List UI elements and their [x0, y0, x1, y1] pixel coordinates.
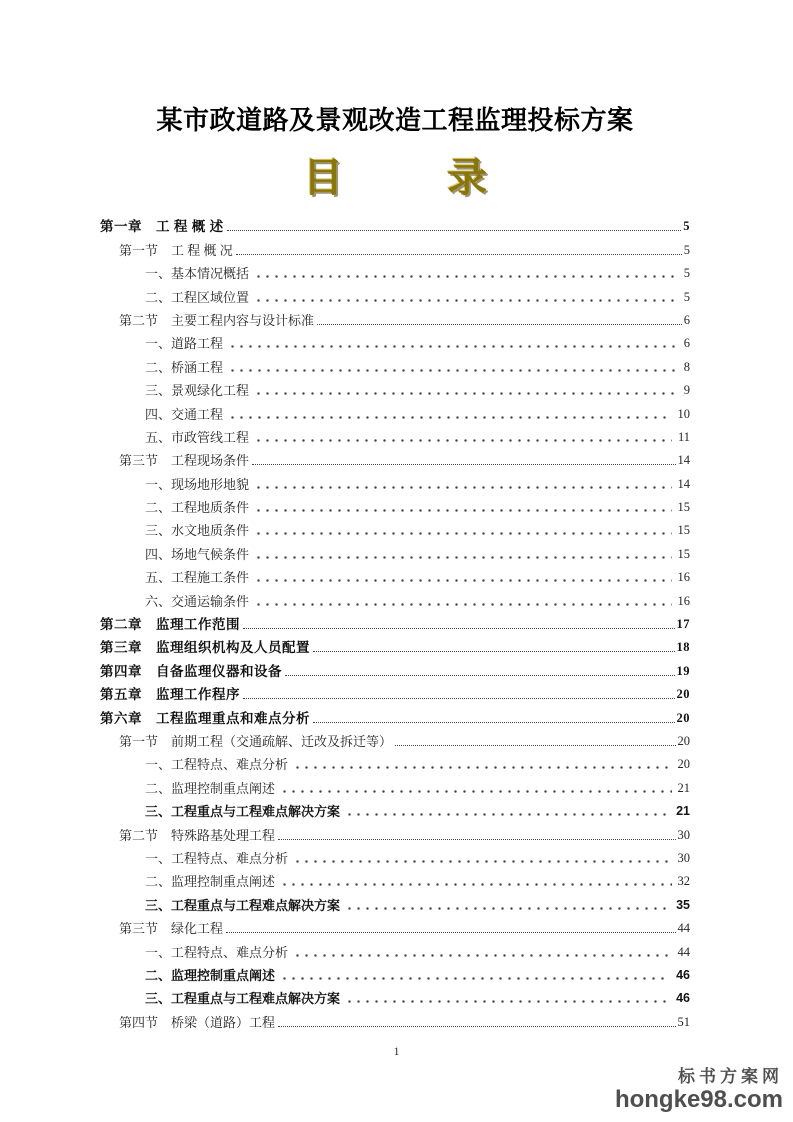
toc-entry-text: 一、工程特点、难点分析	[145, 850, 289, 866]
toc-entry	[100, 376, 690, 399]
toc-entry-text: 六、交通运输条件	[145, 593, 250, 609]
toc-entry	[100, 446, 690, 469]
toc-dot-leader	[228, 344, 678, 349]
toc-page-number: 9	[683, 383, 690, 398]
toc-page-number: 5	[683, 219, 690, 234]
toc-entry-text: 三、工程重点与工程难点解决方案	[145, 804, 341, 820]
toc-entry	[100, 235, 690, 258]
toc-dot-leader	[254, 602, 671, 607]
toc-entry	[100, 890, 690, 913]
watermark-site-url: hongke98.com	[614, 1086, 783, 1113]
toc-entry-text: 第四章 自备监理仪器和设备	[100, 663, 282, 679]
toc-entry-text: 一、道路工程	[145, 336, 224, 352]
toc-page-number: 21	[677, 780, 690, 795]
toc-dot-leader	[243, 628, 675, 629]
toc-page-number: 15	[677, 523, 690, 538]
toc-dot-leader	[228, 368, 678, 373]
toc-dot-leader	[345, 906, 670, 911]
toc-entry-text: 四、交通工程	[145, 406, 224, 422]
toc-entry-text: 第五章 监理工作程序	[100, 687, 240, 703]
toc-dot-leader	[285, 675, 675, 676]
toc-page-number: 14	[677, 453, 690, 468]
toc-page-number: 5	[683, 242, 690, 257]
toc-dot-leader	[254, 508, 671, 513]
toc-dot-leader	[243, 698, 675, 699]
toc-entry	[100, 914, 690, 937]
toc-dot-leader	[280, 976, 670, 981]
toc-entry-text: 二、监理控制重点阐述	[145, 967, 276, 983]
toc-page-number: 15	[677, 500, 690, 515]
toc-entry	[100, 586, 690, 609]
toc-heading-char-left: 目	[303, 156, 343, 200]
toc-page-number: 44	[677, 944, 690, 959]
toc-entry	[100, 423, 690, 446]
toc-page-number: 5	[683, 266, 690, 281]
toc-dot-leader	[293, 765, 671, 770]
toc-entry	[100, 469, 690, 492]
toc-entry	[100, 727, 690, 750]
toc-entry-text: 二、监理控制重点阐述	[145, 874, 276, 890]
toc-dot-leader	[293, 859, 671, 864]
toc-entry-text: 三、工程重点与工程难点解决方案	[145, 991, 341, 1007]
toc-page-number: 16	[677, 593, 690, 608]
toc-page-number: 6	[683, 336, 690, 351]
toc-entry-text: 第一节 前期工程（交通疏解、迁改及拆迁等）	[119, 733, 393, 749]
toc-entry	[100, 937, 690, 960]
toc-page-number: 20	[676, 687, 690, 702]
toc-entry-text: 四、场地气候条件	[145, 546, 250, 562]
toc-page-number: 20	[677, 733, 690, 748]
toc-entry-text: 第三章 监理组织机构及人员配置	[100, 640, 310, 656]
toc-entry-text: 一、工程特点、难点分析	[145, 944, 289, 960]
toc-dot-leader	[228, 415, 671, 420]
toc-list	[100, 212, 690, 1031]
toc-page-number: 8	[683, 359, 690, 374]
toc-entry	[100, 329, 690, 352]
toc-entry	[100, 259, 690, 282]
toc-entry-text: 一、基本情况概括	[145, 266, 250, 282]
toc-entry	[100, 656, 690, 679]
toc-dot-leader	[254, 391, 678, 396]
toc-entry	[100, 610, 690, 633]
toc-entry-text: 三、工程重点与工程难点解决方案	[145, 897, 341, 913]
toc-dot-leader	[280, 882, 671, 887]
toc-dot-leader	[278, 1026, 675, 1027]
toc-entry	[100, 633, 690, 656]
toc-page-number: 51	[677, 1014, 690, 1029]
toc-entry	[100, 773, 690, 796]
toc-entry-text: 二、工程地质条件	[145, 500, 250, 516]
toc-page-number: 21	[676, 804, 690, 819]
toc-entry-text: 五、市政管线工程	[145, 429, 250, 445]
toc-dot-leader	[254, 298, 678, 303]
toc-dot-leader	[227, 230, 682, 231]
toc-entry	[100, 493, 690, 516]
toc-dot-leader	[254, 555, 671, 560]
toc-dot-leader	[317, 324, 682, 325]
toc-heading-char-right: 录	[447, 156, 487, 200]
toc-entry-text: 第六章 工程监理重点和难点分析	[100, 710, 310, 726]
toc-page-number: 35	[676, 897, 690, 912]
toc-entry	[100, 961, 690, 984]
toc-dot-leader	[278, 839, 675, 840]
toc-entry-text: 第三节 绿化工程	[119, 921, 224, 937]
toc-page-number: 32	[677, 874, 690, 889]
toc-dot-leader	[236, 254, 682, 255]
toc-page-number: 16	[677, 570, 690, 585]
toc-page-number: 20	[677, 757, 690, 772]
toc-entry	[100, 984, 690, 1007]
page-title: 某市政道路及景观改造工程监理投标方案	[156, 106, 634, 135]
toc-dot-leader	[226, 932, 675, 933]
toc-entry	[100, 797, 690, 820]
toc-entry-text: 第二节 主要工程内容与设计标准	[119, 312, 315, 328]
toc-dot-leader	[345, 812, 670, 817]
toc-entry	[100, 563, 690, 586]
toc-dot-leader	[280, 789, 671, 794]
toc-page-number: 5	[683, 289, 690, 304]
toc-entry-text: 一、现场地形地貌	[145, 476, 250, 492]
watermark-site-name: 标书方案网	[678, 1067, 783, 1086]
toc-entry-text: 第二节 特殊路基处理工程	[119, 827, 276, 843]
toc-dot-leader	[254, 485, 671, 490]
toc-entry-text: 一、工程特点、难点分析	[145, 757, 289, 773]
toc-entry	[100, 703, 690, 726]
footer-page-number: 1	[393, 1044, 400, 1058]
toc-entry	[100, 399, 690, 422]
toc-entry-text: 第一章 工 程 概 述	[100, 219, 224, 235]
toc-dot-leader	[254, 578, 671, 583]
toc-page-number: 10	[677, 406, 690, 421]
toc-page-number: 17	[676, 617, 690, 632]
toc-entry	[100, 844, 690, 867]
toc-page-number: 15	[677, 546, 690, 561]
toc-page-number: 46	[676, 967, 690, 982]
toc-page-number: 46	[676, 991, 690, 1006]
toc-dot-leader	[345, 999, 670, 1004]
toc-entry	[100, 516, 690, 539]
toc-dot-leader	[252, 464, 675, 465]
toc-entry-text: 第二章 监理工作范围	[100, 617, 240, 633]
toc-entry	[100, 680, 690, 703]
toc-entry	[100, 1007, 690, 1030]
toc-heading	[100, 154, 690, 202]
toc-dot-leader	[254, 274, 678, 279]
toc-page-number: 6	[683, 312, 690, 327]
toc-page-number: 20	[676, 710, 690, 725]
toc-entry	[100, 352, 690, 375]
toc-dot-leader	[395, 745, 675, 746]
toc-entry-text: 二、工程区域位置	[145, 289, 250, 305]
toc-entry-text: 二、监理控制重点阐述	[145, 780, 276, 796]
toc-entry	[100, 282, 690, 305]
toc-dot-leader	[254, 531, 671, 536]
toc-dot-leader	[293, 953, 671, 958]
toc-entry-text: 第四节 桥梁（道路）工程	[119, 1014, 276, 1030]
toc-page-number: 30	[677, 827, 690, 842]
toc-dot-leader	[313, 722, 675, 723]
toc-entry	[100, 539, 690, 562]
toc-entry	[100, 212, 690, 235]
toc-page-number: 44	[677, 921, 690, 936]
toc-entry-text: 第三节 工程现场条件	[119, 453, 250, 469]
toc-entry	[100, 306, 690, 329]
toc-entry	[100, 867, 690, 890]
watermark	[615, 1066, 783, 1112]
toc-dot-leader	[254, 438, 672, 443]
toc-entry	[100, 820, 690, 843]
toc-entry-text: 二、桥涵工程	[145, 359, 224, 375]
toc-entry-text: 三、景观绿化工程	[145, 383, 250, 399]
toc-dot-leader	[313, 651, 675, 652]
toc-entry-text: 第一节 工 程 概 况	[119, 242, 233, 258]
toc-page-number: 30	[677, 850, 690, 865]
toc-page-number: 18	[676, 640, 690, 655]
toc-entry-text: 三、水文地质条件	[145, 523, 250, 539]
toc-page-number: 19	[676, 663, 690, 678]
toc-entry-text: 五、工程施工条件	[145, 570, 250, 586]
toc-page-number: 11	[677, 429, 690, 444]
toc-entry	[100, 750, 690, 773]
toc-page-number: 14	[677, 476, 690, 491]
